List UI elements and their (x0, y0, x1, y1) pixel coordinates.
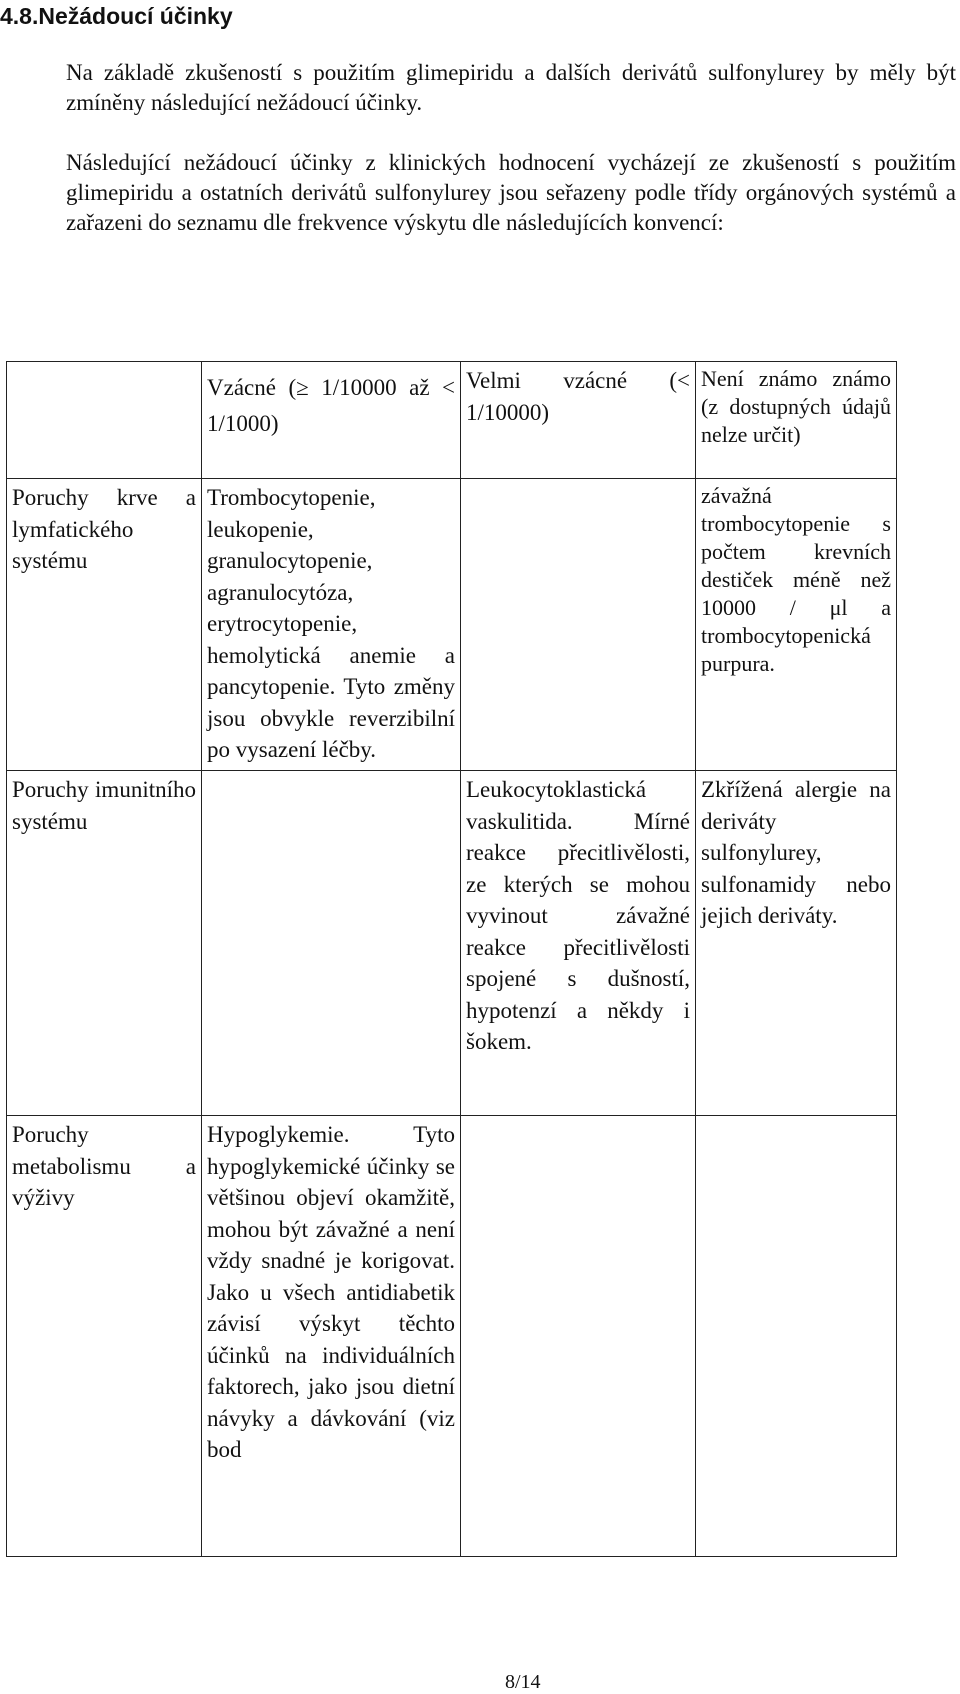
intro-paragraph: Na základě zkušeností s použitím glimepiridu a dalších derivátů sulfonylurey by měly být zmíněny následující nežádoucí účinky. (66, 60, 956, 115)
very-rare-cell (461, 1116, 696, 1557)
section-heading: 4.8.Nežádoucí účinky (0, 3, 233, 29)
header-rare-cell: Vzácné (≥ 1/10000 až < 1/1000) (202, 362, 461, 479)
organ-cell: Poruchy krve a lymfatického systému (7, 479, 202, 771)
rare-cell: Hypoglykemie. Tyto hypoglykemické účinky se většinou objeví okamžitě, mohou být závažné a není vždy snadné je korigovat. Jako u všech antidiabetik závisí výskyt těchto účinků na individuálních faktorech, jako jsou dietní návyky a dávkování (viz bod (202, 1116, 461, 1557)
page-number: 8/14 (505, 1671, 541, 1693)
very-rare-cell: Leukocytoklastická vaskulitida. Mírné reakce přecitlivělosti, ze kterých se mohou vyvinout závažné reakce přecitlivělosti spojené s dušností, hypotenzí a někdy i šokem. (461, 771, 696, 1116)
rare-cell: Trombocytopenie, leukopenie, granulocytopenie, agranulocytóza, erytrocytopenie, hemolytická anemie a pancytopenie. Tyto změny jsou obvykle reverzibilní po vysazení léčby. (202, 479, 461, 771)
table-row (7, 1116, 897, 1557)
header-unknown-cell: Není známo známo (z dostupných údajů nelze určit) (696, 362, 897, 479)
unknown-cell: závažná trombocytopenie s počtem krevních destiček méně než 10000 / μl a trombocytopenická purpura. (696, 479, 897, 771)
table-row (7, 479, 897, 771)
organ-cell: Poruchy metabolismu a výživy (7, 1116, 202, 1557)
unknown-cell (696, 1116, 897, 1557)
unknown-cell: Zkřížená alergie na deriváty sulfonylurey, sulfonamidy nebo jejich deriváty. (696, 771, 897, 1116)
very-rare-cell (461, 479, 696, 771)
adverse-effects-table (6, 361, 897, 1557)
rare-cell (202, 771, 461, 1116)
organ-cell: Poruchy imunitního systému (7, 771, 202, 1116)
header-organ-cell (7, 362, 202, 479)
conventions-paragraph: Následující nežádoucí účinky z klinických hodnocení vycházejí ze zkušeností s použitím glimepiridu a ostatních derivátů sulfonylurey jsou seřazeny podle třídy orgánových systémů a zařazeni do seznamu dle frekvence výskytu dle následujících konvencí: (66, 150, 956, 235)
table-header-row (7, 362, 897, 479)
header-very-rare-cell: Velmi vzácné (< 1/10000) (461, 362, 696, 479)
table-row (7, 771, 897, 1116)
